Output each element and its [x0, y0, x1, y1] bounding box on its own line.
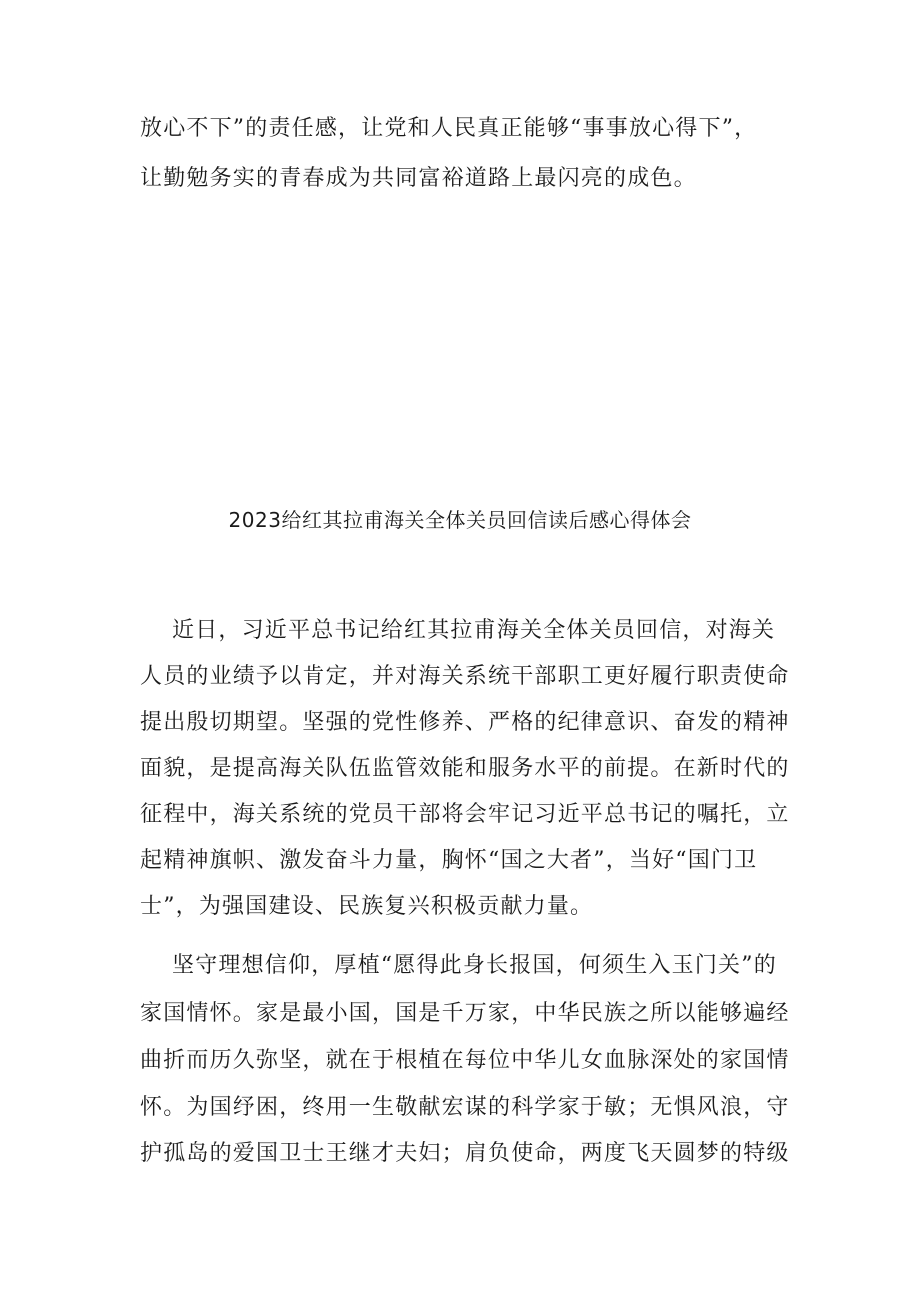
previous-section-line: 让勤勉务实的青春成为共同富裕道路上最闪亮的成色。	[140, 166, 697, 191]
paragraph-1-line: 近日，习近平总书记给红其拉甫海关全体关员回信，对海关	[172, 618, 776, 643]
paragraph-2-line: 怀。为国纾困，终用一生敬献宏谋的科学家于敏；无惧风浪，守	[140, 1095, 790, 1120]
paragraph-2-line: 护孤岛的爱国卫士王继才夫妇；肩负使命，两度飞天圆梦的特级	[140, 1141, 790, 1166]
paragraph-1-line: 提出殷切期望。坚强的党性修养、严格的纪律意识、奋发的精神	[140, 710, 790, 735]
paragraph-2-line: 家国情怀。家是最小国，国是千万家，中华民族之所以能够遍经	[140, 1001, 790, 1026]
paragraph-1-line: 征程中，海关系统的党员干部将会牢记习近平总书记的嘱托，立	[140, 802, 790, 827]
article-title: 2023给红其拉甫海关全体关员回信读后感心得体会	[228, 508, 692, 532]
paragraph-1-line: 面貌，是提高海关队伍监管效能和服务水平的前提。在新时代的	[140, 756, 790, 781]
paragraph-2-line: 曲折而历久弥坚，就在于根植在每位中华儿女血脉深处的家国情	[140, 1048, 790, 1073]
paragraph-1-line: 人员的业绩予以肯定，并对海关系统干部职工更好履行职责使命	[140, 664, 790, 689]
paragraph-1-line: 起精神旗帜、激发奋斗力量，胸怀“国之大者”，当好“国门卫	[140, 848, 758, 873]
previous-section-line: 放心不下”的责任感，让党和人民真正能够“事事放心得下”，	[140, 116, 758, 141]
paragraph-1-line: 士”，为强国建设、民族复兴积极贡献力量。	[140, 894, 594, 919]
paragraph-2-line: 坚守理想信仰，厚植“愿得此身长报国，何须生入玉门关”的	[172, 953, 777, 978]
